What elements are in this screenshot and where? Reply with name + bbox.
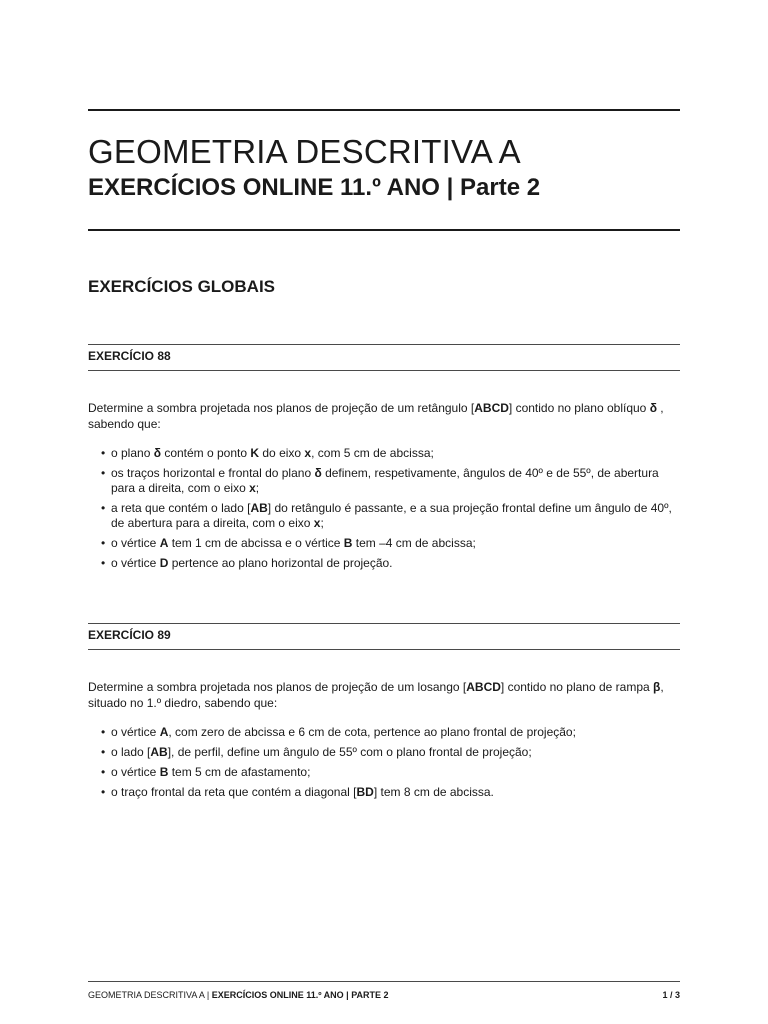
text-run: Determine a sombra projetada nos planos de projeção de um retângulo [ [88, 401, 475, 415]
text-run: tem 1 cm de abcissa e o vértice [168, 536, 344, 550]
exercise-88-list [88, 446, 680, 576]
bullet-icon: • [101, 745, 106, 759]
footer-rule [88, 981, 680, 982]
text-run: o lado [ [111, 745, 151, 759]
text-run: ; [255, 481, 260, 495]
bold-term: ABCD [466, 680, 501, 694]
list-item [88, 501, 680, 531]
bold-term: B [159, 765, 169, 779]
text-run: , situado no 1.º diedro, sabendo que: [88, 680, 664, 710]
text-run: ] contido no plano de rampa [500, 680, 654, 694]
bold-term: BD [356, 785, 374, 799]
header-top-rule [88, 109, 680, 111]
bullet-icon: • [101, 466, 106, 480]
text-run: , com 5 cm de abcissa; [311, 446, 434, 460]
exercise-89-top-rule [88, 623, 680, 624]
footer-running-title [88, 989, 389, 1001]
text-run: ; [320, 516, 324, 530]
text-run: a reta que contém o lado [ [111, 501, 251, 515]
bold-term: A [159, 725, 169, 739]
list-item [88, 536, 680, 551]
text-run: contém o ponto [160, 446, 251, 460]
bold-term: B [343, 536, 353, 550]
text-run: ] tem 8 cm de abcissa. [373, 785, 494, 799]
bold-term: x [304, 446, 312, 460]
exercise-89-intro [88, 679, 680, 711]
bold-term: AB [250, 501, 268, 515]
list-item [88, 765, 680, 780]
text-run: , com zero de abcissa e 6 cm de cota, pertence ao plano frontal de projeção; [168, 725, 576, 739]
bold-term: D [159, 556, 169, 570]
text-run: do eixo [259, 446, 305, 460]
text-run: tem –4 cm de abcissa; [352, 536, 476, 550]
bullet-icon: • [101, 785, 106, 799]
bold-term: β [653, 680, 661, 694]
bullet-icon: • [101, 501, 106, 515]
list-item [88, 745, 680, 760]
bullet-icon: • [101, 446, 106, 460]
text-run: os traços horizontal e frontal do plano [111, 466, 315, 480]
bold-term: A [159, 536, 169, 550]
list-item [88, 556, 680, 571]
bold-term: K [250, 446, 260, 460]
text-run: , sabendo que: [88, 401, 664, 431]
footer-title-normal: GEOMETRIA DESCRITIVA A | [88, 990, 212, 1000]
bold-term: AB [150, 745, 168, 759]
text-run: tem 5 cm de afastamento; [168, 765, 311, 779]
text-run: o vértice [111, 765, 160, 779]
document-page [88, 0, 680, 1024]
exercise-88-intro [88, 400, 680, 432]
exercise-88-top-rule [88, 344, 680, 345]
bullet-icon: • [101, 536, 106, 550]
section-title: EXERCÍCIOS GLOBAIS [88, 277, 276, 296]
bullet-icon: • [101, 725, 106, 739]
text-run: ], de perfil, define um ângulo de 55º com o plano frontal de projeção; [167, 745, 532, 759]
bold-term: x [313, 516, 321, 530]
list-item [88, 785, 680, 800]
text-run: definem, respetivamente, ângulos de 40º e de 55º, de abertura para a direita, com o eixo [111, 466, 659, 495]
bold-term: δ [314, 466, 322, 480]
bold-term: δ [649, 401, 657, 415]
exercise-88-heading: EXERCÍCIO 88 [88, 349, 171, 363]
text-run: ] do retângulo é passante, e a sua projeção frontal define um ângulo de 40º, de abertura para a direita, com o eixo [111, 501, 672, 530]
bold-term: ABCD [474, 401, 509, 415]
bold-term: δ [153, 446, 161, 460]
bold-term: x [249, 481, 256, 495]
text-run: o vértice [111, 725, 160, 739]
bullet-icon: • [101, 556, 106, 570]
text-run: pertence ao plano horizontal de projeção. [168, 556, 393, 570]
text-run: o vértice [111, 556, 160, 570]
document-title: GEOMETRIA DESCRITIVA A [88, 133, 521, 170]
text-run: o vértice [111, 536, 160, 550]
exercise-89-list [88, 725, 680, 805]
exercise-89-bottom-rule [88, 649, 680, 650]
document-subtitle: EXERCÍCIOS ONLINE 11.º ANO | Parte 2 [88, 174, 541, 201]
exercise-89-heading: EXERCÍCIO 89 [88, 628, 171, 642]
list-item [88, 466, 680, 496]
bullet-icon: • [101, 765, 106, 779]
header-bottom-rule [88, 229, 680, 231]
text-run: o plano [111, 446, 154, 460]
list-item [88, 725, 680, 740]
exercise-88-bottom-rule [88, 370, 680, 371]
text-run: o traço frontal da reta que contém a diagonal [ [111, 785, 357, 799]
text-run: ] contido no plano oblíquo [508, 401, 650, 415]
footer-title-bold: EXERCÍCIOS ONLINE 11.º ANO | PARTE 2 [211, 990, 389, 1000]
text-run: Determine a sombra projetada nos planos de projeção de um losango [ [88, 680, 467, 694]
list-item [88, 446, 680, 461]
page-number: 1 / 3 [662, 990, 680, 1000]
